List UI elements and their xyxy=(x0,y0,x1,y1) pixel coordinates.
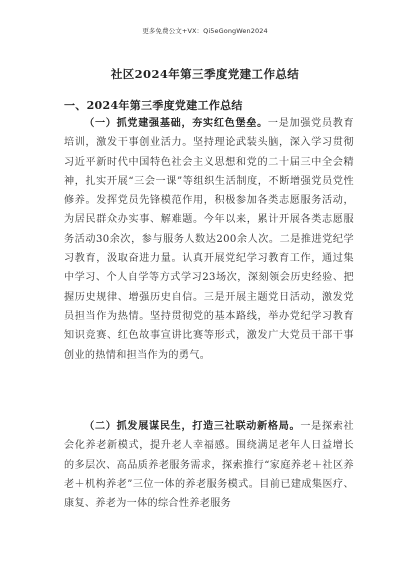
paragraph-lead: （二）抓发展谋民生，打造三社联动新格局。 xyxy=(84,421,301,432)
paragraph xyxy=(64,417,354,513)
paragraph-lead: （一）抓党建强基础，夯实红色堡垒。 xyxy=(84,118,268,129)
header-note: 更多免费公文+VX：Qi5eGongWen2024 xyxy=(142,27,268,35)
section-heading: 一、2024年第三季度党建工作总结 xyxy=(64,99,243,112)
paragraph xyxy=(64,114,354,365)
document-title: 社区2024年第三季度党建工作总结 xyxy=(110,67,300,81)
paragraph-body: 一是加强党员教育培训，激发干事创业活力。坚持理论武装头脑，深入学习贯彻习近平新时代中国特色社会主义思想和党的二十届三中全会精神，扎实开展“三会一课”等组织生活制度，不断增强党员党性修养。发挥党员先锋模范作用，积极参加各类志愿服务活动，为居民群众办实事、解难题。今年以来，累计开展各类志愿服务活动30余次，参与服务人数达200余人次。二是推进党纪学习教育，汲取奋进力量。认真开展党纪学习教育工作，通过集中学习、个人自学等方式学习23场次，深刻领会历史经验、把握历史规律、增强历史自信。三是开展主题党日活动，激发党员担当作为热情。坚持贯彻党的基本路线，举办党纪学习教育知识竞赛、红色故事宣讲比赛等形式，激发广大党员干部干事创业的热情和担当作为的勇气。 xyxy=(64,118,354,361)
paragraph-body: 一是探索社会化养老新模式，提升老人幸福感。围绕满足老年人日益增长的多层次、高品质养老服务需求，探索推行“家庭养老＋社区养老＋机构养老”三位一体的养老服务模式。目前已建成集医疗、康复、养老为一体的综合性养老服务 xyxy=(64,421,354,510)
